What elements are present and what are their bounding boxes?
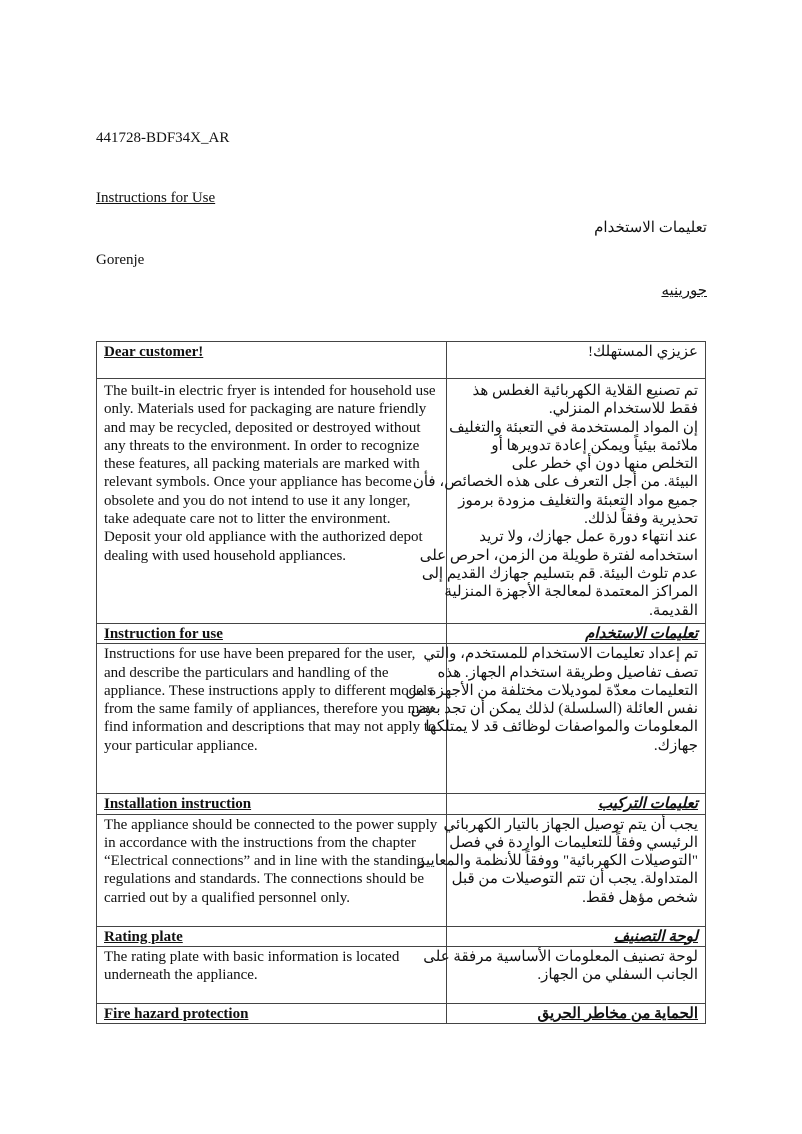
heading-ar-cell	[447, 926, 706, 946]
section-heading-row	[97, 342, 706, 379]
body-ar-cell	[412, 379, 706, 624]
heading-ar-cell	[447, 342, 706, 379]
body-en-cell	[97, 814, 447, 926]
heading-en-cell	[97, 624, 447, 644]
ar-line: تم إعداد تعليمات الاستخدام للمستخدم، والتي	[423, 646, 698, 663]
ar-line: المراكز المعتمدة لمعالجة الأجهزة المنزلية	[444, 584, 698, 601]
ar-line: يجب أن يتم توصيل الجهاز بالتيار الكهربائي	[443, 816, 698, 833]
ar-line: تحذيرية وفقاً لذلك.	[584, 511, 698, 528]
installation-body: The appliance should be connected to the power supply in accordance with the instructions from the chapter “Electrical connections” and in line with the standing regulations and standards. The connections should be carried out by a qualified personnel only.	[104, 816, 438, 906]
installation-heading: Installation instruction	[104, 796, 252, 813]
ar-line: جميع مواد التعبئة والتغليف مزودة برموز	[458, 492, 698, 509]
ar-line: "التوصيلات الكهربائية" ووفقاً للأنظمة والمعايير	[417, 853, 698, 870]
document-code: 441728-BDF34X_AR	[96, 130, 230, 146]
bilingual-instructions-table	[96, 341, 706, 1024]
body-en-cell	[97, 379, 447, 624]
instruction-for-use-heading-ar: تعليمات الاستخدام	[585, 626, 698, 642]
ar-line: ملائمة بيئياً ويمكن إعادة تدويرها أو	[491, 437, 698, 454]
section-heading-row	[97, 624, 706, 644]
ar-line: الرئيسي وفقاً للتعليمات الواردة في فصل	[449, 834, 698, 851]
document-title-ar: تعليمات الاستخدام	[594, 220, 707, 236]
body-ar-cell	[417, 814, 706, 926]
ar-line: المتداولة. يجب أن تتم التوصيلات من قبل	[451, 871, 698, 888]
section-body-row	[97, 379, 706, 624]
ar-line: القديمة.	[649, 602, 698, 619]
rating-plate-heading: Rating plate	[104, 928, 183, 945]
heading-en-cell	[97, 1003, 447, 1023]
section-body-row	[97, 946, 706, 1003]
body-ar-cell	[423, 946, 706, 1003]
instruction-for-use-body: Instructions for use have been prepared for the user, and describe the particulars and handling of the appliance. These instructions apply to different models from the same family of appliances, therefore you may find information and descriptions that may not apply to your particular appliance.	[104, 646, 436, 754]
ar-line: لوحة تصنيف المعلومات الأساسية مرفقة على	[423, 948, 698, 965]
fire-hazard-heading-ar: الحماية من مخاطر الحريق	[537, 1005, 698, 1022]
heading-en-cell	[97, 342, 447, 379]
heading-ar-cell	[447, 794, 706, 814]
dear-customer-heading: Dear customer!	[104, 344, 204, 360]
section-body-row	[97, 814, 706, 926]
instruction-for-use-heading: Instruction for use	[104, 626, 223, 642]
section-body-row	[97, 644, 706, 794]
ar-line: التخلص منها دون أي خطر على	[511, 456, 698, 473]
dear-customer-heading-ar: عزيزي المستهلك!	[587, 344, 698, 360]
ar-line: عدم تلوث البيئة. قم بتسليم جهازك القديم إلى	[421, 565, 698, 582]
ar-line: إن المواد المستخدمة في التعبئة والتغليف	[449, 419, 698, 436]
ar-line: فقط للاستخدام المنزلي.	[548, 401, 698, 418]
document-title-en: Instructions for Use	[96, 190, 216, 206]
ar-line: استخدامه لفترة طويلة من الزمن، احرص على	[419, 547, 698, 564]
section-heading-row	[97, 794, 706, 814]
fire-hazard-heading: Fire hazard protection	[104, 1005, 249, 1022]
body-en-cell	[97, 644, 447, 794]
rating-plate-body: The rating plate with basic information is located underneath the appliance.	[104, 948, 400, 984]
body-en-cell	[97, 946, 447, 1003]
ar-line: شخص مؤهل فقط.	[582, 889, 698, 906]
rating-plate-heading-ar: لوحة التصنيف	[613, 928, 698, 945]
ar-line: نفس العائلة (السلسلة) لذلك يمكن أن تجد بعض	[410, 701, 698, 718]
ar-line: تم تصنيع القلاية الكهربائية الغطس هذ	[472, 383, 698, 399]
ar-line: المعلومات والمواصفات لوظائف قد لا يمتلكها	[425, 719, 698, 736]
dear-customer-body: The built-in electric fryer is intended for household use only. Materials used for packaging are nature friendly and may be recycled, deposited or destroyed without any threats to the environment. In order to recognize these features, all packing materials are marked with relevant symbols. Once your appliance has become obsolete and you do not intend to use it any longer, take adequate care not to litter the environment. Deposit your old appliance with the authorized depot dealing with used household appliances.	[104, 383, 436, 564]
heading-ar-cell	[447, 624, 706, 644]
section-heading-row	[97, 1003, 706, 1023]
ar-line: جهازك.	[653, 737, 698, 754]
heading-en-cell	[97, 794, 447, 814]
body-ar-cell	[405, 644, 706, 794]
ar-line: البيئة. من أجل التعرف على هذه الخصائص، فأن	[412, 474, 698, 491]
ar-line: الجانب السفلي من الجهاز.	[537, 967, 698, 984]
brand-en: Gorenje	[96, 252, 145, 268]
ar-line: التعليمات معدّة لموديلات مختلفة من الأجهزة من	[405, 682, 698, 699]
heading-en-cell	[97, 926, 447, 946]
brand-ar: جورينيه	[661, 283, 707, 299]
ar-line: تصف تفاصيل وطريقة استخدام الجهاز. هذه	[437, 664, 698, 681]
heading-ar-cell	[447, 1003, 706, 1023]
section-heading-row	[97, 926, 706, 946]
ar-line: عند انتهاء دورة عمل جهازك، ولا تريد	[479, 529, 698, 546]
installation-heading-ar: تعليمات التركيب	[598, 796, 698, 813]
